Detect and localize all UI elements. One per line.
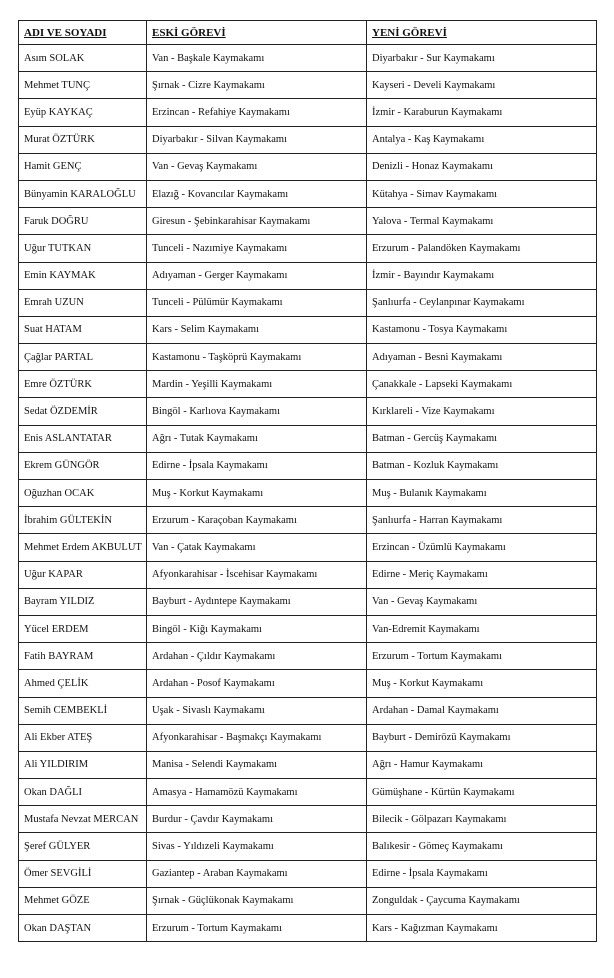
old-position-cell: Sivas - Yıldızeli Kaymakamı xyxy=(147,833,367,860)
table-row xyxy=(19,751,597,778)
old-position-cell: Ağrı - Tutak Kaymakamı xyxy=(147,425,367,452)
new-position-cell: Denizli - Honaz Kaymakamı xyxy=(367,153,597,180)
new-position-cell: Balıkesir - Gömeç Kaymakamı xyxy=(367,833,597,860)
person-name-cell: Semih CEMBEKLİ xyxy=(19,697,147,724)
new-position-cell: Van-Edremit Kaymakamı xyxy=(367,615,597,642)
person-name-cell: Bayram YILDIZ xyxy=(19,588,147,615)
new-position-cell: Ardahan - Damal Kaymakamı xyxy=(367,697,597,724)
new-position-cell: İzmir - Bayındır Kaymakamı xyxy=(367,262,597,289)
table-row xyxy=(19,860,597,887)
new-position-cell: Van - Gevaş Kaymakamı xyxy=(367,588,597,615)
column-header-name: ADI VE SOYADI xyxy=(19,21,147,45)
table-row xyxy=(19,507,597,534)
person-name-cell: Yücel ERDEM xyxy=(19,615,147,642)
person-name-cell: Ali YILDIRIM xyxy=(19,751,147,778)
new-position-cell: Yalova - Termal Kaymakamı xyxy=(367,208,597,235)
old-position-cell: Bayburt - Aydıntepe Kaymakamı xyxy=(147,588,367,615)
person-name-cell: Emrah UZUN xyxy=(19,289,147,316)
table-row xyxy=(19,480,597,507)
old-position-cell: Diyarbakır - Silvan Kaymakamı xyxy=(147,126,367,153)
new-position-cell: Kastamonu - Tosya Kaymakamı xyxy=(367,316,597,343)
person-name-cell: Hamit GENÇ xyxy=(19,153,147,180)
old-position-cell: Elazığ - Kovancılar Kaymakamı xyxy=(147,180,367,207)
table-row xyxy=(19,425,597,452)
old-position-cell: Van - Başkale Kaymakamı xyxy=(147,45,367,72)
old-position-cell: Bingöl - Kiğı Kaymakamı xyxy=(147,615,367,642)
new-position-cell: Adıyaman - Besni Kaymakamı xyxy=(367,344,597,371)
old-position-cell: Mardin - Yeşilli Kaymakamı xyxy=(147,371,367,398)
table-row xyxy=(19,99,597,126)
old-position-cell: Tunceli - Nazımiye Kaymakamı xyxy=(147,235,367,262)
new-position-cell: Edirne - Meriç Kaymakamı xyxy=(367,561,597,588)
new-position-cell: Diyarbakır - Sur Kaymakamı xyxy=(367,45,597,72)
table-row xyxy=(19,371,597,398)
person-name-cell: Emre ÖZTÜRK xyxy=(19,371,147,398)
person-name-cell: Bünyamin KARALOĞLU xyxy=(19,180,147,207)
old-position-cell: Afyonkarahisar - Başmakçı Kaymakamı xyxy=(147,724,367,751)
old-position-cell: Kars - Selim Kaymakamı xyxy=(147,316,367,343)
person-name-cell: Sedat ÖZDEMİR xyxy=(19,398,147,425)
new-position-cell: Muş - Korkut Kaymakamı xyxy=(367,670,597,697)
new-position-cell: Erzurum - Tortum Kaymakamı xyxy=(367,643,597,670)
person-name-cell: Mustafa Nevzat MERCAN xyxy=(19,806,147,833)
person-name-cell: Okan DAŞTAN xyxy=(19,915,147,942)
person-name-cell: Emin KAYMAK xyxy=(19,262,147,289)
old-position-cell: Bingöl - Karlıova Kaymakamı xyxy=(147,398,367,425)
old-position-cell: Muş - Korkut Kaymakamı xyxy=(147,480,367,507)
new-position-cell: Batman - Kozluk Kaymakamı xyxy=(367,452,597,479)
table-row xyxy=(19,561,597,588)
table-row xyxy=(19,72,597,99)
table-row xyxy=(19,153,597,180)
old-position-cell: Şırnak - Güçlükonak Kaymakamı xyxy=(147,887,367,914)
new-position-cell: Kütahya - Simav Kaymakamı xyxy=(367,180,597,207)
appointment-table xyxy=(18,20,597,942)
person-name-cell: İbrahim GÜLTEKİN xyxy=(19,507,147,534)
new-position-cell: Bilecik - Gölpazarı Kaymakamı xyxy=(367,806,597,833)
old-position-cell: Giresun - Şebinkarahisar Kaymakamı xyxy=(147,208,367,235)
new-position-cell: Şanlıurfa - Ceylanpınar Kaymakamı xyxy=(367,289,597,316)
table-row xyxy=(19,208,597,235)
column-header-new-position: YENİ GÖREVİ xyxy=(367,21,597,45)
person-name-cell: Oğuzhan OCAK xyxy=(19,480,147,507)
person-name-cell: Çağlar PARTAL xyxy=(19,344,147,371)
table-row xyxy=(19,45,597,72)
header-row xyxy=(19,21,597,45)
table-row xyxy=(19,452,597,479)
person-name-cell: Ali Ekber ATEŞ xyxy=(19,724,147,751)
table-row xyxy=(19,289,597,316)
person-name-cell: Eyüp KAYKAÇ xyxy=(19,99,147,126)
person-name-cell: Mehmet TUNÇ xyxy=(19,72,147,99)
old-position-cell: Burdur - Çavdır Kaymakamı xyxy=(147,806,367,833)
new-position-cell: Çanakkale - Lapseki Kaymakamı xyxy=(367,371,597,398)
person-name-cell: Mehmet GÖZE xyxy=(19,887,147,914)
table-row xyxy=(19,344,597,371)
table-row xyxy=(19,534,597,561)
person-name-cell: Okan DAĞLI xyxy=(19,779,147,806)
new-position-cell: Antalya - Kaş Kaymakamı xyxy=(367,126,597,153)
old-position-cell: Uşak - Sivaslı Kaymakamı xyxy=(147,697,367,724)
new-position-cell: Kayseri - Develi Kaymakamı xyxy=(367,72,597,99)
new-position-cell: Ağrı - Hamur Kaymakamı xyxy=(367,751,597,778)
old-position-cell: Erzincan - Refahiye Kaymakamı xyxy=(147,99,367,126)
new-position-cell: Zonguldak - Çaycuma Kaymakamı xyxy=(367,887,597,914)
old-position-cell: Van - Çatak Kaymakamı xyxy=(147,534,367,561)
new-position-cell: Gümüşhane - Kürtün Kaymakamı xyxy=(367,779,597,806)
old-position-cell: Edirne - İpsala Kaymakamı xyxy=(147,452,367,479)
table-row xyxy=(19,915,597,942)
table-row xyxy=(19,779,597,806)
new-position-cell: Muş - Bulanık Kaymakamı xyxy=(367,480,597,507)
person-name-cell: Ekrem GÜNGÖR xyxy=(19,452,147,479)
person-name-cell: Ahmed ÇELİK xyxy=(19,670,147,697)
new-position-cell: Kars - Kağızman Kaymakamı xyxy=(367,915,597,942)
new-position-cell: İzmir - Karaburun Kaymakamı xyxy=(367,99,597,126)
old-position-cell: Tunceli - Pülümür Kaymakamı xyxy=(147,289,367,316)
column-header-old-position: ESKİ GÖREVİ xyxy=(147,21,367,45)
person-name-cell: Asım SOLAK xyxy=(19,45,147,72)
new-position-cell: Erzincan - Üzümlü Kaymakamı xyxy=(367,534,597,561)
new-position-cell: Edirne - İpsala Kaymakamı xyxy=(367,860,597,887)
old-position-cell: Ardahan - Posof Kaymakamı xyxy=(147,670,367,697)
person-name-cell: Ömer SEVGİLİ xyxy=(19,860,147,887)
old-position-cell: Van - Gevaş Kaymakamı xyxy=(147,153,367,180)
old-position-cell: Erzurum - Karaçoban Kaymakamı xyxy=(147,507,367,534)
table-row xyxy=(19,887,597,914)
person-name-cell: Uğur TUTKAN xyxy=(19,235,147,262)
table-row xyxy=(19,670,597,697)
person-name-cell: Mehmet Erdem AKBULUT xyxy=(19,534,147,561)
old-position-cell: Ardahan - Çıldır Kaymakamı xyxy=(147,643,367,670)
table-row xyxy=(19,833,597,860)
table-row xyxy=(19,697,597,724)
new-position-cell: Bayburt - Demirözü Kaymakamı xyxy=(367,724,597,751)
new-position-cell: Şanlıurfa - Harran Kaymakamı xyxy=(367,507,597,534)
table-row xyxy=(19,588,597,615)
old-position-cell: Adıyaman - Gerger Kaymakamı xyxy=(147,262,367,289)
table-row xyxy=(19,806,597,833)
person-name-cell: Murat ÖZTÜRK xyxy=(19,126,147,153)
old-position-cell: Manisa - Selendi Kaymakamı xyxy=(147,751,367,778)
old-position-cell: Şırnak - Cizre Kaymakamı xyxy=(147,72,367,99)
old-position-cell: Amasya - Hamamözü Kaymakamı xyxy=(147,779,367,806)
table-row xyxy=(19,615,597,642)
table-row xyxy=(19,126,597,153)
table-row xyxy=(19,724,597,751)
table-row xyxy=(19,262,597,289)
table-row xyxy=(19,180,597,207)
person-name-cell: Enis ASLANTATAR xyxy=(19,425,147,452)
table-row xyxy=(19,398,597,425)
new-position-cell: Batman - Gercüş Kaymakamı xyxy=(367,425,597,452)
new-position-cell: Kırklareli - Vize Kaymakamı xyxy=(367,398,597,425)
person-name-cell: Fatih BAYRAM xyxy=(19,643,147,670)
new-position-cell: Erzurum - Palandöken Kaymakamı xyxy=(367,235,597,262)
table-row xyxy=(19,316,597,343)
person-name-cell: Şeref GÜLYER xyxy=(19,833,147,860)
table-row xyxy=(19,643,597,670)
person-name-cell: Uğur KAPAR xyxy=(19,561,147,588)
table-row xyxy=(19,235,597,262)
old-position-cell: Afyonkarahisar - İscehisar Kaymakamı xyxy=(147,561,367,588)
person-name-cell: Faruk DOĞRU xyxy=(19,208,147,235)
person-name-cell: Suat HATAM xyxy=(19,316,147,343)
old-position-cell: Gaziantep - Araban Kaymakamı xyxy=(147,860,367,887)
old-position-cell: Kastamonu - Taşköprü Kaymakamı xyxy=(147,344,367,371)
old-position-cell: Erzurum - Tortum Kaymakamı xyxy=(147,915,367,942)
